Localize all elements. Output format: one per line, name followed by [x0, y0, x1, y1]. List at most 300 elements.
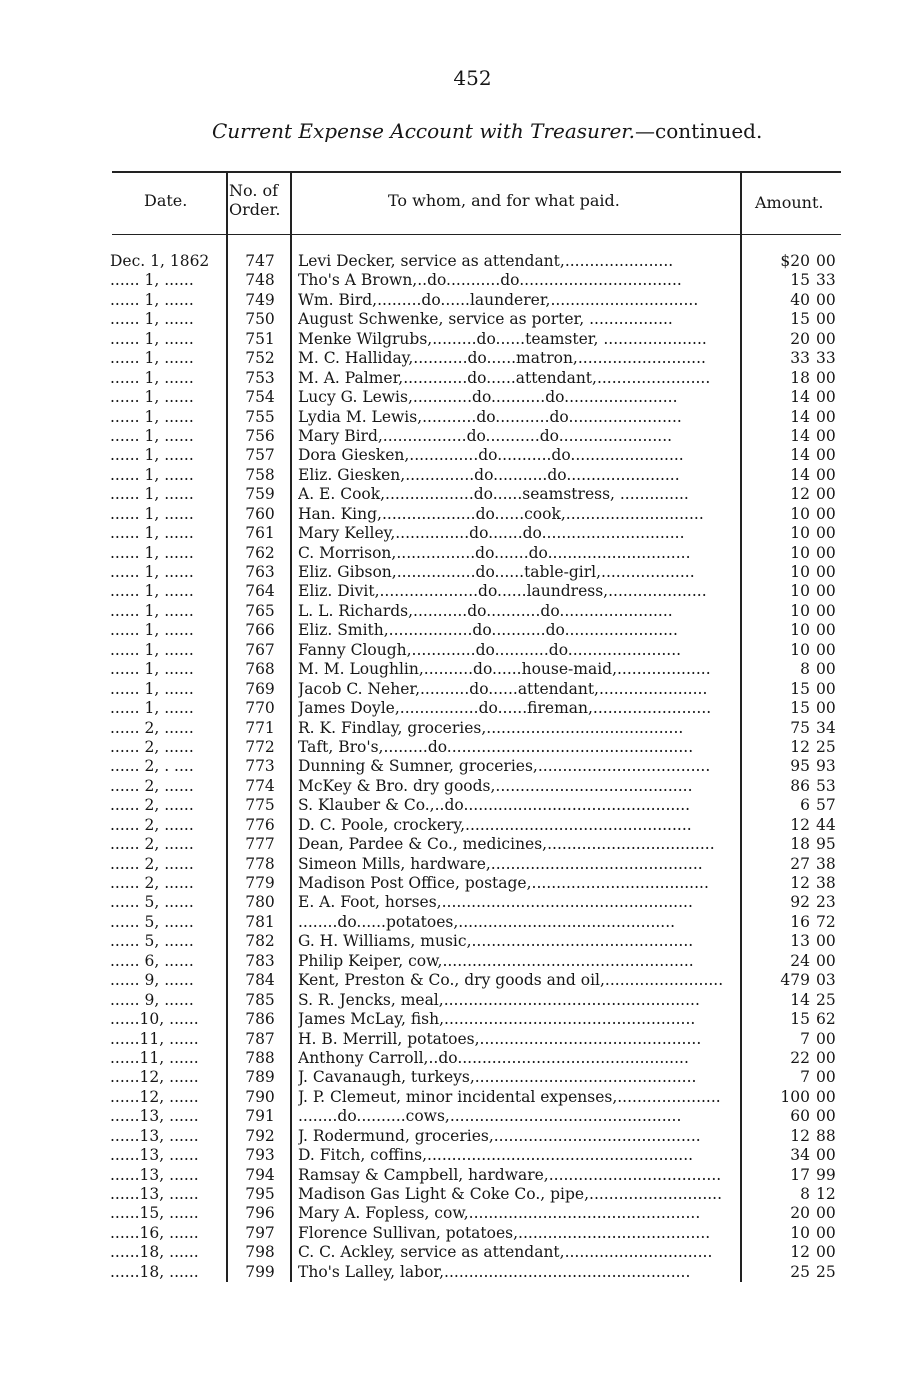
row-date: ...... 5, ...... — [110, 932, 194, 951]
row-date: ...... 1, ...... — [110, 368, 194, 387]
row-date: ...... 1, ...... — [110, 310, 194, 329]
table-row — [0, 466, 900, 485]
row-amount-cents: 00 — [816, 699, 836, 718]
row-description: Tho's Lalley, labor,.................................................. — [298, 1262, 691, 1281]
table-row — [0, 349, 900, 368]
table-row — [0, 816, 900, 835]
row-order-number: 770 — [245, 699, 275, 718]
row-description: Dean, Pardee & Co., medicines,.................................. — [298, 835, 715, 854]
row-date: ...... 6, ...... — [110, 951, 194, 970]
table-row — [0, 505, 900, 524]
table-row — [0, 330, 900, 349]
table-row — [0, 1030, 900, 1049]
row-order-number: 784 — [245, 971, 275, 990]
row-date: ...... 5, ...... — [110, 893, 194, 912]
header-order — [229, 181, 280, 219]
row-amount-cents: 00 — [816, 543, 836, 562]
row-amount-dollars: 12 — [790, 815, 810, 834]
row-order-number: 756 — [245, 426, 275, 445]
row-description: Kent, Preston & Co., dry goods and oil,........................ — [298, 971, 724, 990]
row-amount-cents: 12 — [816, 1185, 836, 1203]
row-amount-cents: 00 — [816, 1146, 836, 1165]
row-amount-dollars: 15 — [790, 1010, 810, 1029]
table-row — [0, 913, 900, 932]
table-row — [0, 719, 900, 738]
row-description: M. M. Loughlin,..........do......house-maid,................... — [298, 660, 711, 679]
row-description: J. P. Clemeut, minor incidental expenses,..................... — [298, 1087, 721, 1106]
row-description: Tho's A Brown,..do...........do................................. — [298, 271, 682, 290]
table-row — [0, 796, 900, 815]
row-description: Madison Gas Light & Coke Co., pipe,........................... — [298, 1185, 723, 1203]
row-order-number: 763 — [245, 563, 275, 581]
row-amount-dollars: 100 — [780, 1087, 810, 1106]
row-amount-dollars: 6 — [800, 796, 810, 815]
row-amount-dollars: 10 — [790, 582, 810, 601]
row-description: Jacob C. Neher,..........do......attendant,...................... — [298, 679, 708, 698]
row-amount-cents: 03 — [816, 971, 836, 990]
row-amount-dollars: 13 — [790, 932, 810, 951]
row-amount-dollars: 92 — [790, 893, 810, 912]
row-description: Lucy G. Lewis,............do...........do....................... — [298, 388, 678, 407]
row-amount-cents: 33 — [816, 349, 836, 368]
row-order-number: 791 — [245, 1107, 275, 1126]
row-description: A. E. Cook,..................do......seamstress, .............. — [298, 485, 689, 504]
row-amount-cents: 62 — [816, 1010, 836, 1029]
row-date: ......13, ...... — [110, 1165, 199, 1184]
row-amount-cents: 00 — [816, 329, 836, 348]
row-order-number: 790 — [245, 1087, 275, 1106]
row-amount-dollars: 10 — [790, 563, 810, 581]
row-order-number: 778 — [245, 854, 275, 873]
table-row — [0, 544, 900, 563]
row-date: ......18, ...... — [110, 1262, 199, 1281]
header-amount: Amount. — [755, 193, 824, 212]
row-amount-cents: 00 — [816, 1087, 836, 1106]
row-description: James Doyle,................do......fireman,........................ — [298, 699, 712, 718]
row-order-number: 766 — [245, 621, 275, 640]
row-amount-dollars: 14 — [790, 388, 810, 407]
row-order-number: 799 — [245, 1262, 275, 1281]
row-date: ......11, ...... — [110, 1029, 199, 1048]
row-date: ......13, ...... — [110, 1126, 199, 1145]
row-description: Florence Sullivan, potatoes,....................................... — [298, 1223, 711, 1242]
row-date: ...... 1, ...... — [110, 465, 194, 484]
row-amount-cents: 33 — [816, 271, 836, 290]
row-order-number: 792 — [245, 1126, 275, 1145]
row-date: ...... 1, ...... — [110, 271, 194, 290]
row-description: ........do......potatoes,............................................ — [298, 912, 676, 931]
row-order-number: 748 — [245, 271, 275, 290]
row-amount-dollars: 40 — [790, 290, 810, 309]
table-row — [0, 855, 900, 874]
header-order-line1: No. of — [229, 181, 279, 200]
row-date: ...... 1, ...... — [110, 679, 194, 698]
row-amount-cents: 00 — [816, 524, 836, 543]
row-description: M. A. Palmer,.............do......attendant,....................... — [298, 368, 711, 387]
row-order-number: 781 — [245, 912, 275, 931]
table-row — [0, 621, 900, 640]
row-amount-dollars: 14 — [790, 446, 810, 465]
table-row — [0, 485, 900, 504]
row-date: ...... 1, ...... — [110, 349, 194, 368]
row-date: ...... 1, ...... — [110, 699, 194, 718]
row-date: ...... 1, ...... — [110, 563, 194, 581]
row-amount-dollars: $20 — [780, 252, 810, 270]
row-amount-dollars: 8 — [800, 660, 810, 679]
table-row — [0, 1263, 900, 1282]
row-date: ...... 2, . .... — [110, 757, 194, 776]
row-amount-cents: 38 — [816, 854, 836, 873]
row-amount-dollars: 12 — [790, 1243, 810, 1262]
row-description: Mary A. Fopless, cow,............................................... — [298, 1204, 701, 1223]
row-date: ......10, ...... — [110, 1010, 199, 1029]
row-order-number: 755 — [245, 407, 275, 426]
row-description: Fanny Clough,.............do...........do....................... — [298, 640, 682, 659]
row-date: ...... 5, ...... — [110, 912, 194, 931]
row-amount-dollars: 10 — [790, 1223, 810, 1242]
header-bottom-rule — [112, 234, 841, 235]
row-order-number: 771 — [245, 718, 275, 737]
row-order-number: 772 — [245, 737, 275, 756]
table-row — [0, 602, 900, 621]
table-row — [0, 757, 900, 776]
row-order-number: 760 — [245, 504, 275, 523]
row-order-number: 752 — [245, 349, 275, 368]
row-order-number: 789 — [245, 1068, 275, 1087]
row-description: Lydia M. Lewis,...........do...........do....................... — [298, 407, 682, 426]
row-amount-cents: 00 — [816, 563, 836, 581]
row-order-number: 776 — [245, 815, 275, 834]
row-order-number: 753 — [245, 368, 275, 387]
row-amount-dollars: 12 — [790, 485, 810, 504]
row-amount-dollars: 12 — [790, 737, 810, 756]
row-amount-dollars: 27 — [790, 854, 810, 873]
row-order-number: 773 — [245, 757, 275, 776]
row-order-number: 797 — [245, 1223, 275, 1242]
header-date: Date. — [144, 191, 188, 210]
row-amount-dollars: 34 — [790, 1146, 810, 1165]
row-date: ...... 2, ...... — [110, 835, 194, 854]
table-row — [0, 1127, 900, 1146]
row-amount-cents: 23 — [816, 893, 836, 912]
row-amount-cents: 00 — [816, 932, 836, 951]
row-order-number: 759 — [245, 485, 275, 504]
row-description: August Schwenke, service as porter, ................. — [298, 310, 673, 329]
row-order-number: 768 — [245, 660, 275, 679]
table-row — [0, 1107, 900, 1126]
row-amount-dollars: 95 — [790, 757, 810, 776]
row-amount-cents: 00 — [816, 679, 836, 698]
row-description: S. R. Jencks, meal,.................................................... — [298, 990, 700, 1009]
row-order-number: 780 — [245, 893, 275, 912]
row-amount-dollars: 10 — [790, 601, 810, 620]
table-row — [0, 932, 900, 951]
row-order-number: 779 — [245, 874, 275, 892]
row-amount-cents: 88 — [816, 1126, 836, 1145]
row-amount-dollars: 15 — [790, 271, 810, 290]
row-order-number: 754 — [245, 388, 275, 407]
row-description: Mary Kelley,...............do.......do............................. — [298, 524, 685, 543]
row-description: Wm. Bird,.........do......launderer,.............................. — [298, 290, 699, 309]
page-title — [212, 119, 772, 143]
page-number: 452 — [453, 66, 492, 90]
row-amount-cents: 00 — [816, 1048, 836, 1067]
row-amount-dollars: 86 — [790, 776, 810, 795]
row-amount-cents: 00 — [816, 601, 836, 620]
row-date: ...... 2, ...... — [110, 776, 194, 795]
row-amount-dollars: 20 — [790, 1204, 810, 1223]
table-row — [0, 1204, 900, 1223]
row-date: ...... 1, ...... — [110, 640, 194, 659]
row-order-number: 798 — [245, 1243, 275, 1262]
table-row — [0, 952, 900, 971]
table-row — [0, 874, 900, 893]
row-order-number: 796 — [245, 1204, 275, 1223]
row-amount-dollars: 479 — [780, 971, 810, 990]
row-amount-dollars: 14 — [790, 990, 810, 1009]
row-order-number: 747 — [245, 252, 275, 270]
row-amount-dollars: 25 — [790, 1262, 810, 1281]
row-date: ......11, ...... — [110, 1048, 199, 1067]
table-row — [0, 1243, 900, 1262]
row-amount-dollars: 15 — [790, 679, 810, 698]
table-row — [0, 271, 900, 290]
row-description: Dora Giesken,..............do...........do....................... — [298, 446, 684, 465]
row-description: Han. King,...................do......cook,............................ — [298, 504, 704, 523]
row-amount-dollars: 12 — [790, 874, 810, 892]
row-amount-dollars: 18 — [790, 835, 810, 854]
row-amount-dollars: 18 — [790, 368, 810, 387]
row-description: C. C. Ackley, service as attendant,.............................. — [298, 1243, 713, 1262]
row-amount-cents: 00 — [816, 640, 836, 659]
table-row — [0, 777, 900, 796]
row-description: Eliz. Divit,....................do......laundress,.................... — [298, 582, 707, 601]
row-amount-dollars: 7 — [800, 1068, 810, 1087]
row-amount-cents: 00 — [816, 1107, 836, 1126]
row-amount-cents: 53 — [816, 776, 836, 795]
row-description: L. L. Richards,...........do...........do....................... — [298, 601, 673, 620]
table-top-rule — [112, 171, 841, 173]
row-amount-dollars: 10 — [790, 543, 810, 562]
row-order-number: 751 — [245, 329, 275, 348]
row-amount-dollars: 14 — [790, 426, 810, 445]
row-amount-cents: 00 — [816, 485, 836, 504]
table-row — [0, 971, 900, 990]
table-row — [0, 835, 900, 854]
table-row — [0, 1185, 900, 1204]
row-description: M. C. Halliday,...........do......matron,.......................... — [298, 349, 706, 368]
row-order-number: 765 — [245, 601, 275, 620]
row-date: ......12, ...... — [110, 1068, 199, 1087]
row-amount-dollars: 22 — [790, 1048, 810, 1067]
row-amount-cents: 00 — [816, 660, 836, 679]
row-date: ...... 2, ...... — [110, 854, 194, 873]
row-date: ......13, ...... — [110, 1107, 199, 1126]
row-amount-dollars: 10 — [790, 524, 810, 543]
row-description: Taft, Bro's,.........do.................................................. — [298, 737, 694, 756]
row-order-number: 758 — [245, 465, 275, 484]
row-date: ...... 1, ...... — [110, 601, 194, 620]
row-order-number: 757 — [245, 446, 275, 465]
row-amount-cents: 00 — [816, 446, 836, 465]
row-description: Anthony Carroll,..do............................................... — [298, 1048, 689, 1067]
row-order-number: 788 — [245, 1048, 275, 1067]
row-amount-cents: 95 — [816, 835, 836, 854]
row-description: C. Morrison,................do.......do............................. — [298, 543, 691, 562]
row-description: G. H. Williams, music,............................................. — [298, 932, 694, 951]
row-order-number: 750 — [245, 310, 275, 329]
row-description: Simeon Mills, hardware,........................................... — [298, 854, 703, 873]
row-amount-cents: 44 — [816, 815, 836, 834]
row-description: J. Cavanaugh, turkeys,............................................. — [298, 1068, 697, 1087]
row-amount-cents: 00 — [816, 621, 836, 640]
table-row — [0, 699, 900, 718]
row-date: ...... 1, ...... — [110, 504, 194, 523]
row-amount-cents: 00 — [816, 1243, 836, 1262]
row-description: Ramsay & Campbell, hardware,................................... — [298, 1165, 722, 1184]
table-row — [0, 427, 900, 446]
row-amount-dollars: 10 — [790, 640, 810, 659]
row-amount-cents: 00 — [816, 310, 836, 329]
row-date: ...... 2, ...... — [110, 874, 194, 892]
row-date: ...... 1, ...... — [110, 582, 194, 601]
row-amount-cents: 93 — [816, 757, 836, 776]
row-date: ...... 9, ...... — [110, 990, 194, 1009]
row-description: Levi Decker, service as attendant,...................... — [298, 252, 674, 270]
row-amount-cents: 00 — [816, 290, 836, 309]
row-amount-dollars: 10 — [790, 504, 810, 523]
row-order-number: 767 — [245, 640, 275, 659]
row-amount-dollars: 16 — [790, 912, 810, 931]
row-order-number: 769 — [245, 679, 275, 698]
row-date: ......13, ...... — [110, 1185, 199, 1203]
row-amount-dollars: 15 — [790, 699, 810, 718]
row-date: ...... 1, ...... — [110, 524, 194, 543]
table-row — [0, 660, 900, 679]
row-description: S. Klauber & Co.,..do.............................................. — [298, 796, 691, 815]
row-date: ...... 2, ...... — [110, 737, 194, 756]
row-date: ...... 1, ...... — [110, 426, 194, 445]
row-amount-dollars: 75 — [790, 718, 810, 737]
row-amount-cents: 00 — [816, 504, 836, 523]
row-date: ......13, ...... — [110, 1146, 199, 1165]
row-description: James McLay, fish,................................................... — [298, 1010, 696, 1029]
ledger-rows — [0, 252, 900, 1282]
row-order-number: 793 — [245, 1146, 275, 1165]
row-amount-dollars: 60 — [790, 1107, 810, 1126]
row-description: R. K. Findlay, groceries,........................................ — [298, 718, 684, 737]
row-description: Eliz. Giesken,..............do...........do....................... — [298, 465, 680, 484]
table-row — [0, 1088, 900, 1107]
row-date: ...... 9, ...... — [110, 971, 194, 990]
row-amount-dollars: 33 — [790, 349, 810, 368]
table-row — [0, 582, 900, 601]
row-description: D. C. Poole, crockery,.............................................. — [298, 815, 692, 834]
row-description: Mary Bird,.................do...........do....................... — [298, 426, 673, 445]
row-description: Madison Post Office, postage,.................................... — [298, 874, 709, 892]
row-amount-dollars: 12 — [790, 1126, 810, 1145]
row-description: D. Fitch, coffins,...................................................... — [298, 1146, 694, 1165]
row-date: ......18, ...... — [110, 1243, 199, 1262]
row-amount-dollars: 24 — [790, 951, 810, 970]
row-order-number: 785 — [245, 990, 275, 1009]
table-row — [0, 1224, 900, 1243]
row-date: ...... 1, ...... — [110, 290, 194, 309]
row-order-number: 786 — [245, 1010, 275, 1029]
row-order-number: 782 — [245, 932, 275, 951]
row-order-number: 794 — [245, 1165, 275, 1184]
row-date: ...... 1, ...... — [110, 485, 194, 504]
row-amount-dollars: 15 — [790, 310, 810, 329]
table-row — [0, 408, 900, 427]
row-amount-dollars: 8 — [800, 1185, 810, 1203]
row-date: ...... 2, ...... — [110, 796, 194, 815]
title-continued: —continued. — [635, 119, 763, 143]
table-row — [0, 446, 900, 465]
table-row — [0, 738, 900, 757]
row-amount-cents: 00 — [816, 1223, 836, 1242]
row-amount-cents: 00 — [816, 1029, 836, 1048]
row-description: Eliz. Gibson,................do......table-girl,................... — [298, 563, 695, 581]
table-row — [0, 680, 900, 699]
table-row — [0, 388, 900, 407]
row-date: ...... 1, ...... — [110, 621, 194, 640]
table-row — [0, 641, 900, 660]
row-amount-cents: 25 — [816, 737, 836, 756]
table-row — [0, 1068, 900, 1087]
row-date: ...... 2, ...... — [110, 815, 194, 834]
row-amount-cents: 00 — [816, 582, 836, 601]
row-amount-cents: 00 — [816, 252, 836, 270]
row-description: H. B. Merrill, potatoes,............................................. — [298, 1029, 702, 1048]
row-amount-dollars: 20 — [790, 329, 810, 348]
row-description: McKey & Bro. dry goods,........................................ — [298, 776, 693, 795]
row-amount-cents: 00 — [816, 407, 836, 426]
row-order-number: 761 — [245, 524, 275, 543]
row-description: Eliz. Smith,.................do...........do....................... — [298, 621, 678, 640]
row-description: Menke Wilgrubs,.........do......teamster, ..................... — [298, 329, 707, 348]
row-description: J. Rodermund, groceries,.......................................... — [298, 1126, 701, 1145]
row-date: ...... 1, ...... — [110, 388, 194, 407]
row-date: ...... 1, ...... — [110, 329, 194, 348]
row-date: ...... 2, ...... — [110, 718, 194, 737]
table-row — [0, 1049, 900, 1068]
table-row — [0, 369, 900, 388]
row-amount-cents: 25 — [816, 1262, 836, 1281]
row-amount-cents: 38 — [816, 874, 836, 892]
row-amount-cents: 99 — [816, 1165, 836, 1184]
row-amount-cents: 72 — [816, 912, 836, 931]
row-amount-cents: 34 — [816, 718, 836, 737]
row-date: ...... 1, ...... — [110, 446, 194, 465]
row-amount-cents: 00 — [816, 465, 836, 484]
row-order-number: 775 — [245, 796, 275, 815]
row-amount-cents: 00 — [816, 1068, 836, 1087]
row-amount-dollars: 14 — [790, 465, 810, 484]
row-amount-cents: 00 — [816, 1204, 836, 1223]
row-amount-dollars: 7 — [800, 1029, 810, 1048]
row-order-number: 777 — [245, 835, 275, 854]
row-amount-dollars: 14 — [790, 407, 810, 426]
row-date: ......12, ...... — [110, 1087, 199, 1106]
table-row — [0, 252, 900, 271]
row-date: ......15, ...... — [110, 1204, 199, 1223]
title-italic: Current Expense Account with Treasurer. — [212, 119, 636, 143]
row-date: ......16, ...... — [110, 1223, 199, 1242]
row-amount-cents: 57 — [816, 796, 836, 815]
table-row — [0, 893, 900, 912]
table-row — [0, 563, 900, 582]
